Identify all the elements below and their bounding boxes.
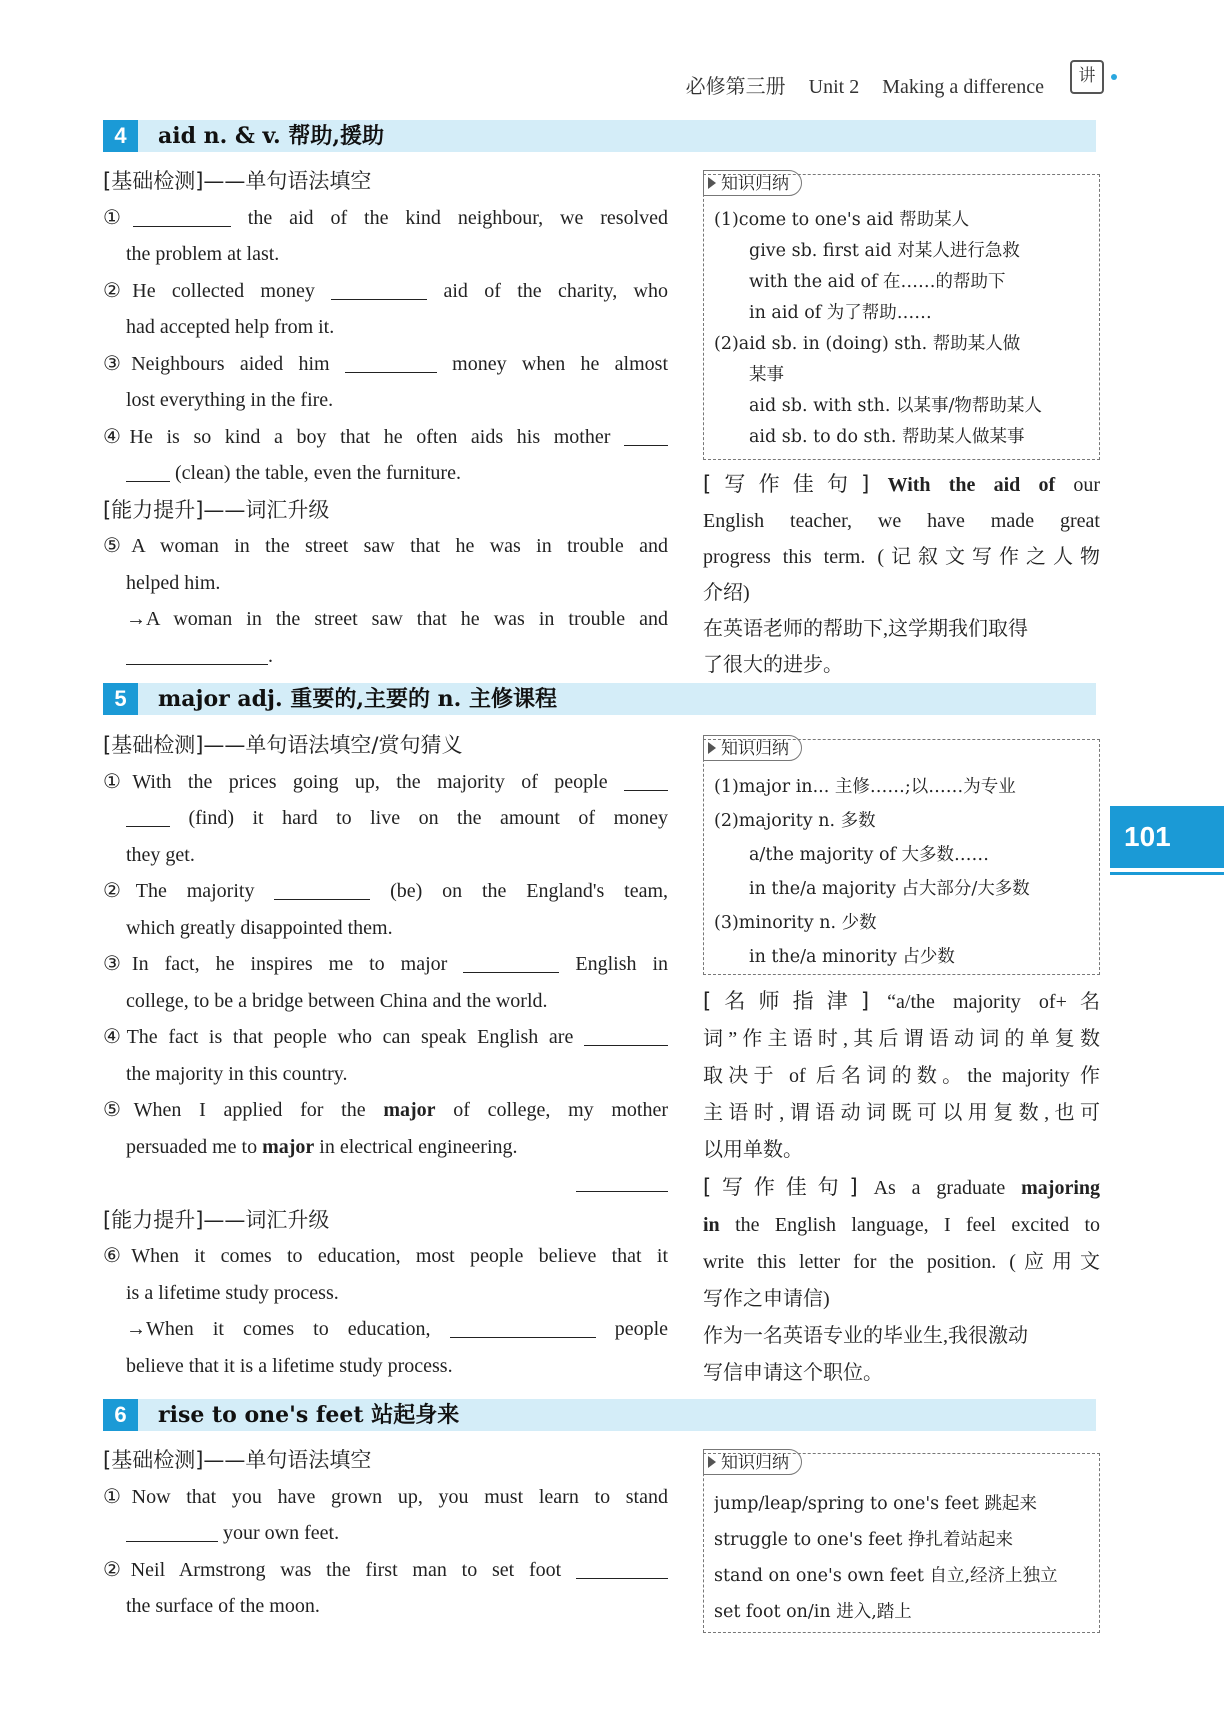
knowledge-item: (1)major in... 主修……;以……为专业 xyxy=(714,777,1016,797)
question-1: ① the aid of the kind neighbour, we resolved xyxy=(103,206,668,229)
answer-blank[interactable] xyxy=(584,1025,668,1046)
answer-blank[interactable] xyxy=(274,879,370,900)
ability-label: [能力提升]——词汇升级 xyxy=(103,497,330,522)
answer-blank[interactable] xyxy=(450,1317,596,1338)
answer-blank[interactable] xyxy=(624,770,668,791)
question-3: ③Neighbours aided him money when he almost xyxy=(103,352,668,375)
knowledge-box xyxy=(703,174,1100,460)
writing-label: [写作佳句] xyxy=(703,472,870,496)
answer-blank[interactable] xyxy=(126,806,170,827)
page-number: 101 xyxy=(1110,806,1224,868)
writing-line: [写作佳句] With the aid of our xyxy=(703,472,1100,496)
knowledge-item: aid sb. with sth. 以某事/物帮助某人 xyxy=(749,396,1042,416)
writing-translation: 写信申请这个职位。 xyxy=(703,1362,883,1384)
question-5-rewrite: →A woman in the street saw that he was in trouble and xyxy=(126,608,668,630)
ability-label: [能力提升]——词汇升级 xyxy=(103,1207,330,1232)
knowledge-item: 某事 xyxy=(749,365,784,385)
knowledge-item: in the/a minority 占少数 xyxy=(749,947,955,967)
running-header xyxy=(668,70,1044,99)
question-4: ④The fact is that people who can speak English are xyxy=(103,1019,668,1056)
writing-line: 介绍) xyxy=(703,582,750,604)
question-2: ②The majority (be) on the England's team, xyxy=(103,880,668,902)
knowledge-item: with the aid of 在……的帮助下 xyxy=(749,272,1006,292)
question-1-cont: the problem at last. xyxy=(126,243,280,265)
question-4: ④He is so kind a boy that he often aids his mother xyxy=(103,419,668,456)
accent-dot xyxy=(1111,74,1117,80)
writing-line: 写作之申请信) xyxy=(703,1288,830,1310)
question-5: ⑤When I applied for the major of college, my mother xyxy=(103,1099,668,1121)
section-title: aid n. & v. 帮助,援助 xyxy=(158,123,385,149)
knowledge-item: in aid of 为了帮助…… xyxy=(749,303,932,323)
page-number-underline xyxy=(1110,872,1224,875)
section-number: 6 xyxy=(103,1399,138,1431)
knowledge-item: set foot on/in 进入,踏上 xyxy=(714,1602,912,1622)
section-title: rise to one's feet 站起身来 xyxy=(158,1402,460,1428)
knowledge-tag: 知识归纳 xyxy=(703,735,802,761)
section-title: major adj. 重要的,主要的 n. 主修课程 xyxy=(158,686,557,712)
section-4-exercises xyxy=(103,163,668,674)
writing-translation: 了很大的进步。 xyxy=(703,654,843,676)
question-2-cont: had accepted help from it. xyxy=(126,316,335,338)
question-1: ①With the prices going up, the majority of people xyxy=(103,764,668,801)
question-1-cont: they get. xyxy=(126,843,195,866)
question-6-cont: is a lifetime study process. xyxy=(126,1281,339,1304)
question-2: ②He collected money aid of the charity, who xyxy=(103,279,668,302)
answer-blank[interactable] xyxy=(576,1171,668,1192)
section-4-header xyxy=(103,120,1096,152)
writing-line: write this letter for the position. (应用文 xyxy=(703,1251,1100,1273)
tip-line: 主语时,谓语动词既可以用复数,也可 xyxy=(703,1102,1100,1124)
section-5-header xyxy=(103,683,1096,715)
question-5-cont: persuaded me to major in electrical engineering. xyxy=(126,1135,518,1158)
question-5-cont: helped him. xyxy=(126,571,221,594)
knowledge-item: struggle to one's feet 挣扎着站起来 xyxy=(714,1530,1014,1550)
writing-line: English teacher, we have made great xyxy=(703,510,1100,532)
answer-blank[interactable] xyxy=(126,644,268,665)
question-3-cont: lost everything in the fire. xyxy=(126,389,334,411)
writing-line: [写作佳句] As a graduate majoring xyxy=(703,1175,1100,1199)
answer-blank[interactable] xyxy=(126,461,170,482)
question-2-cont: the surface of the moon. xyxy=(126,1595,320,1617)
knowledge-item: give sb. first aid 对某人进行急救 xyxy=(749,241,1020,261)
answer-blank[interactable] xyxy=(133,206,231,227)
tip-line: 词”作主语时,其后谓语动词的单复数 xyxy=(703,1028,1100,1050)
knowledge-item: (1)come to one's aid 帮助某人 xyxy=(714,210,970,230)
question-2: ②Neil Armstrong was the first man to set foot xyxy=(103,1552,668,1589)
answer-blank[interactable] xyxy=(345,352,437,373)
knowledge-item: stand on one's own feet 自立,经济上独立 xyxy=(714,1566,1058,1586)
tip-label: [名师指津] xyxy=(703,989,870,1013)
question-5: ⑤A woman in the street saw that he was in trouble and xyxy=(103,535,668,557)
section-number: 4 xyxy=(103,120,138,152)
answer-blank[interactable] xyxy=(463,952,559,973)
writing-line: in the English language, I feel excited to xyxy=(703,1214,1100,1236)
tip-line: 取决于 of 后名词的数。the majority 作 xyxy=(703,1065,1100,1087)
knowledge-item: (2)aid sb. in (doing) sth. 帮助某人做 xyxy=(714,334,1021,354)
section-6-exercises xyxy=(103,1442,668,1625)
question-6-cont: believe that it is a lifetime study process. xyxy=(126,1354,453,1377)
basic-check-label: [基础检测]——单句语法填空 xyxy=(103,1448,372,1472)
knowledge-tag: 知识归纳 xyxy=(703,170,802,196)
knowledge-item: in the/a majority 占大部分/大多数 xyxy=(749,879,1030,899)
answer-blank[interactable] xyxy=(126,1521,218,1542)
writing-translation: 在英语老师的帮助下,这学期我们取得 xyxy=(703,618,1028,640)
question-1-cont: your own feet. xyxy=(103,1515,668,1552)
writing-label: [写作佳句] xyxy=(703,1175,858,1199)
knowledge-item: a/the majority of 大多数…… xyxy=(749,845,990,865)
knowledge-box xyxy=(703,739,1100,975)
section-5-notes xyxy=(703,983,1100,1392)
header-title: Making a difference xyxy=(882,76,1044,98)
question-4-cont: the majority in this country. xyxy=(126,1062,348,1085)
question-6: ⑥When it comes to education, most people believe that it xyxy=(103,1245,668,1267)
section-5-exercises xyxy=(103,727,668,1384)
question-3: ③In fact, he inspires me to major English in xyxy=(103,953,668,975)
knowledge-box xyxy=(703,1453,1100,1633)
knowledge-item: aid sb. to do sth. 帮助某人做某事 xyxy=(749,427,1025,447)
knowledge-item: jump/leap/spring to one's feet 跳起来 xyxy=(714,1494,1037,1514)
question-5-answer xyxy=(103,1165,668,1202)
question-1-cont: (find) it hard to live on the amount of money xyxy=(103,800,668,837)
question-5-answer: . xyxy=(103,638,668,675)
tip-line: 以用单数。 xyxy=(703,1139,803,1161)
basic-check-label: [基础检测]——单句语法填空/赏句猜义 xyxy=(103,733,463,757)
writing-line: progress this term. (记叙文写作之人物 xyxy=(703,546,1100,568)
question-6-rewrite: →When it comes to education, people xyxy=(126,1318,668,1340)
section-6-header xyxy=(103,1399,1096,1431)
knowledge-tag: 知识归纳 xyxy=(703,1449,802,1475)
question-4-cont: (clean) the table, even the furniture. xyxy=(103,455,668,492)
question-1: ①Now that you have grown up, you must learn to stand xyxy=(103,1485,668,1508)
question-2-cont: which greatly disappointed them. xyxy=(126,916,393,939)
knowledge-item: (2)majority n. 多数 xyxy=(714,811,876,831)
section-4-writing xyxy=(703,466,1100,683)
question-3-cont: college, to be a bridge between China and the world. xyxy=(126,989,548,1012)
book-icon: 讲 xyxy=(1070,60,1104,94)
answer-blank[interactable] xyxy=(331,279,427,300)
knowledge-item: (3)minority n. 少数 xyxy=(714,913,877,933)
header-book: 必修第三册 xyxy=(685,76,786,98)
section-number: 5 xyxy=(103,683,138,715)
answer-blank[interactable] xyxy=(576,1558,668,1579)
tip-line: [名师指津] “a/the majority of+名 xyxy=(703,989,1100,1013)
writing-translation: 作为一名英语专业的毕业生,我很激动 xyxy=(703,1325,1028,1347)
header-unit: Unit 2 xyxy=(808,76,860,98)
basic-check-label: [基础检测]——单句语法填空 xyxy=(103,169,372,193)
answer-blank[interactable] xyxy=(624,425,668,446)
